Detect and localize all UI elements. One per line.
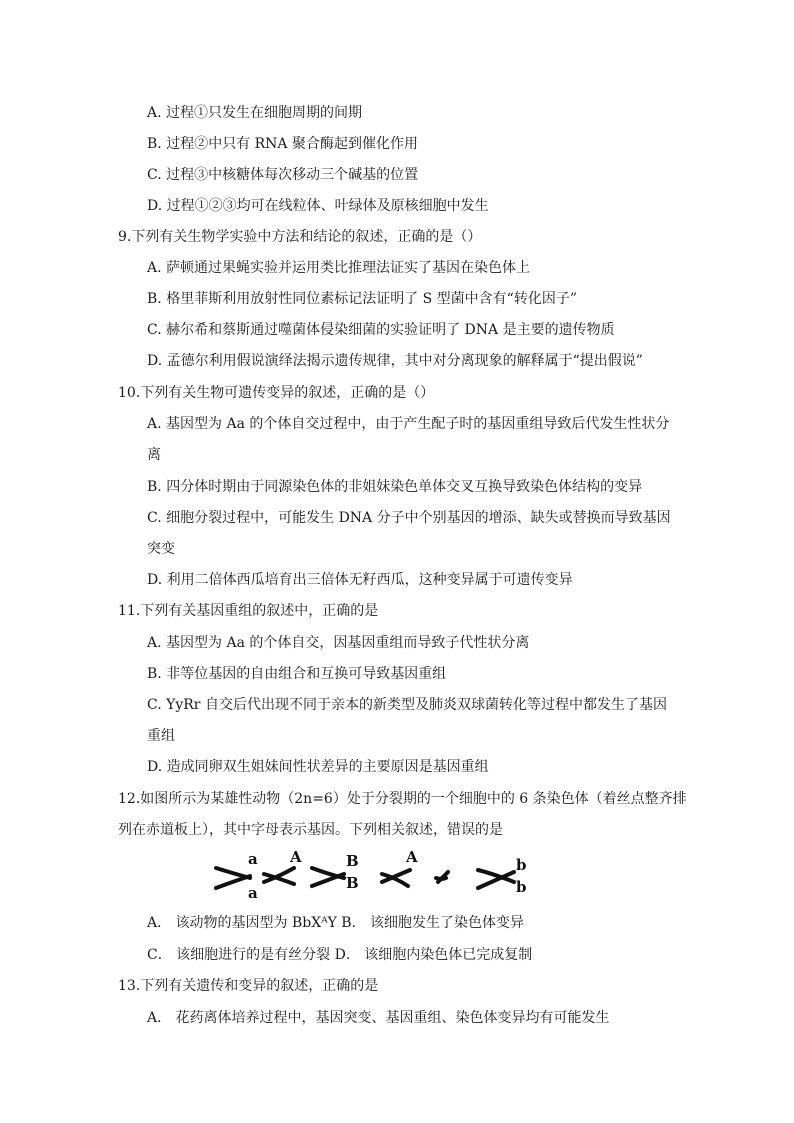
gene-label-B-bottom: B <box>346 874 359 892</box>
q10-option-c-cont: 突变 <box>147 541 175 557</box>
gene-label-b-top: b <box>516 856 527 874</box>
chromosome-2 <box>264 868 294 884</box>
q9-option-c: C. 赫尔希和蔡斯通过噬菌体侵染细菌的实验证明了 DNA 是主要的遗传物质 <box>147 322 615 338</box>
q13-option-a: A． 花药离体培养过程中，基因突变、基因重组、染色体变异均有可能发生 <box>147 1010 610 1026</box>
q12-options-cd: C． 该细胞进行的是有丝分裂 D． 该细胞内染色体已完成复制 <box>147 947 533 963</box>
q8-option-c: C. 过程③中核糖体每次移动三个碱基的位置 <box>147 167 419 183</box>
gene-label-a-top: a <box>248 850 258 868</box>
chromosome-5 <box>436 872 448 882</box>
q10-option-c: C. 细胞分裂过程中，可能发生 DNA 分子中个别基因的增添、缺失或替换而导致基因 <box>147 510 671 526</box>
q11-stem: 11.下列有关基因重组的叙述中，正确的是 <box>118 603 379 619</box>
q12-stem: 12.如图所示为某雄性动物（2n=6）处于分裂期的一个细胞中的 6 条染色体（着丝点整齐排 <box>118 791 687 807</box>
q11-option-a: A. 基因型为 Aa 的个体自交，因基因重组而导致子代性状分离 <box>147 635 530 651</box>
q10-option-a-cont: 离 <box>147 447 161 463</box>
chromosome-3 <box>312 868 344 886</box>
q9-stem: 9.下列有关生物学实验中方法和结论的叙述，正确的是（） <box>118 229 482 245</box>
chromosome-4 <box>382 870 410 886</box>
q11-option-c-cont: 重组 <box>147 728 175 744</box>
q9-option-d: D. 孟德尔利用假说演绎法揭示遗传规律，其中对分离现象的解释属于“提出假说” <box>147 353 643 369</box>
chromosome-diagram <box>210 848 540 900</box>
chromosome-figure <box>210 848 540 900</box>
q10-option-a: A. 基因型为 Aa 的个体自交过程中，由于产生配子时的基因重组导致后代发生性状分 <box>147 416 670 432</box>
q12-options-ab: A． 该动物的基因型为 BbXᴬY B． 该细胞发生了染色体变异 <box>147 915 525 931</box>
gene-label-A-2: A <box>290 848 302 866</box>
q8-option-d: D. 过程①②③均可在线粒体、叶绿体及原核细胞中发生 <box>147 198 489 214</box>
q13-stem: 13.下列有关遗传和变异的叙述，正确的是 <box>118 978 379 994</box>
gene-label-A-4: A <box>406 848 418 866</box>
q12-stem-cont: 列在赤道板上），其中字母表示基因。下列相关叙述，错误的是 <box>118 822 503 838</box>
gene-label-b-bottom: b <box>516 878 527 896</box>
q8-option-a: A. 过程①只发生在细胞周期的间期 <box>147 105 363 121</box>
q10-option-b: B. 四分体时期由于同源染色体的非姐妹染色单体交叉互换导致染色体结构的变异 <box>147 479 643 495</box>
q11-option-d: D. 造成同卵双生姐妹间性状差异的主要原因是基因重组 <box>147 759 489 775</box>
chromosome-6 <box>478 870 514 888</box>
q11-option-b: B. 非等位基因的自由组合和互换可导致基因重组 <box>147 666 447 682</box>
q9-option-b: B. 格里菲斯利用放射性同位素标记法证明了 S 型菌中含有“转化因子” <box>147 291 577 307</box>
chromosome-1 <box>216 868 250 888</box>
gene-label-B-top: B <box>346 852 359 870</box>
q11-option-c: C. YyRr 自交后代出现不同于亲本的新类型及肺炎双球菌转化等过程中都发生了基因 <box>147 697 667 713</box>
q9-option-a: A. 萨顿通过果蝇实验并运用类比推理法证实了基因在染色体上 <box>147 260 531 276</box>
q10-option-d: D. 利用二倍体西瓜培育出三倍体无籽西瓜，这种变异属于可遗传变异 <box>147 572 573 588</box>
q10-stem: 10.下列有关生物可遗传变异的叙述，正确的是（） <box>118 385 435 401</box>
q8-option-b: B. 过程②中只有 RNA 聚合酶起到催化作用 <box>147 136 418 152</box>
gene-label-a-bottom: a <box>248 884 258 900</box>
